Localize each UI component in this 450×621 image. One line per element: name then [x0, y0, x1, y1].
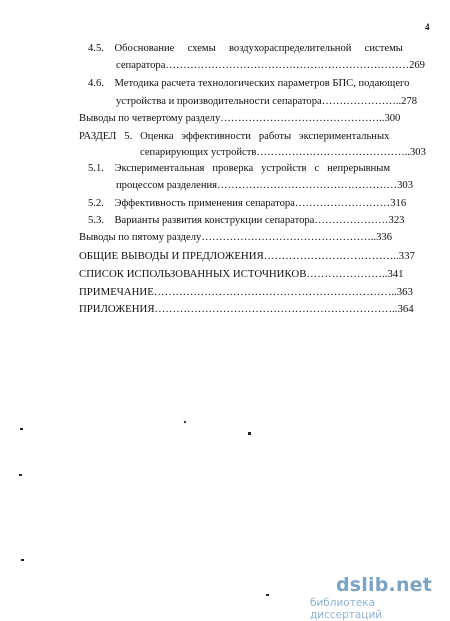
scan-speck: [21, 559, 24, 561]
toc-entry-appendices: ПРИЛОЖЕНИЯ…………………………………………………………..364: [79, 303, 414, 315]
toc-entry-5-1-cont: процессом разделения……………………………………………303: [116, 180, 414, 191]
scan-speck: [266, 594, 269, 596]
watermark-subtitle: библиотека диссертаций: [310, 597, 383, 621]
toc-entry-4-5-cont: сепаратора……………………………………………………………269: [116, 60, 425, 71]
scan-speck: [184, 421, 187, 424]
toc-entry-5-2: 5.2. Эффективность применения сепаратора………………………316: [88, 198, 407, 209]
scan-speck: [248, 432, 251, 435]
page-number: 4: [425, 22, 430, 32]
toc-entry-general-conclusions: ОБЩИЕ ВЫВОДЫ И ПРЕДЛОЖЕНИЯ………………………………..337: [79, 250, 415, 262]
scan-speck: [20, 428, 23, 430]
toc-entry-section-5: РАЗДЕЛ 5. Оценка эффективности работы экспериментальных: [79, 131, 390, 142]
toc-entry-5-1: 5.1. Экспериментальная проверка устройств с непрерывным: [88, 163, 391, 174]
scan-speck: [19, 474, 22, 476]
toc-entry-references: СПИСОК ИСПОЛЬЗОВАННЫХ ИСТОЧНИКОВ…………………..341: [79, 268, 404, 280]
toc-entry-notes: ПРИМЕЧАНИЕ…………………………………………………………..363: [79, 286, 413, 298]
toc-entry-conclusions-5: Выводы по пятому разделу…………………………………………..336: [79, 232, 393, 243]
toc-entry-4-6-cont: устройства и производительности сепаратора…………………..278: [116, 96, 418, 107]
watermark: [310, 574, 450, 621]
watermark-title: dslib.net: [336, 574, 433, 596]
toc-entry-5-3: 5.3. Варианты развития конструкции сепаратора…………………323: [88, 215, 405, 226]
toc-entry-4-6: 4.6. Методика расчета технологических параметров БПС, подающего: [88, 78, 410, 89]
toc-entry-conclusions-4: Выводы по четвертому разделу………………………………………..300: [79, 113, 401, 124]
toc-entry-4-5: 4.5. Обоснование схемы воздухораспределительной системы: [88, 43, 403, 54]
toc-entry-section-5-cont: сепарирующих устройств……………………………………..303: [140, 147, 426, 158]
